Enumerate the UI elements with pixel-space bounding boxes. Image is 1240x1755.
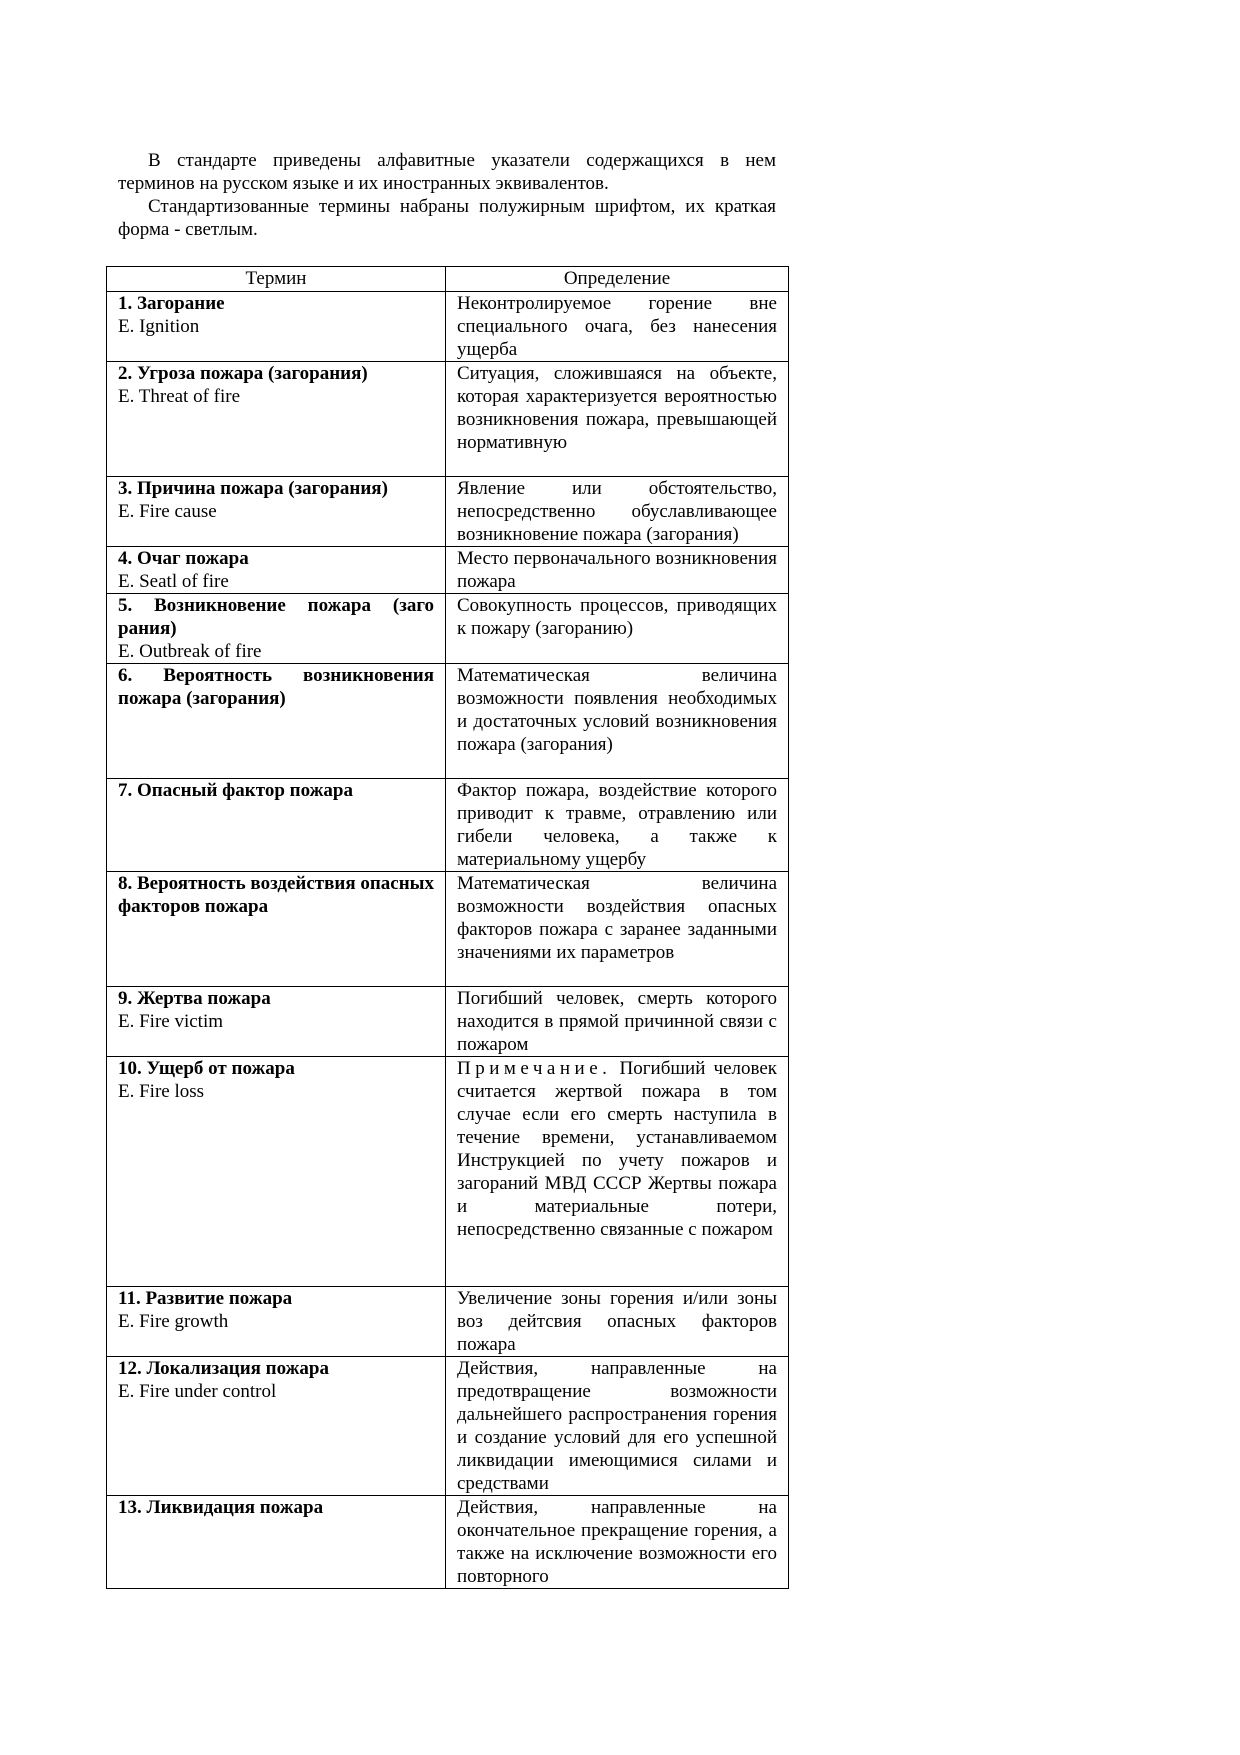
term-english: E. Ignition: [118, 316, 200, 337]
term-cell: [107, 664, 446, 779]
term-cell: [107, 477, 446, 547]
definition-cell: Совокупность процессов, приводящих к пожару (загоранию): [446, 594, 789, 664]
term-name: 6. Вероятность возникновения пожара (загорания): [118, 665, 434, 709]
term-cell: [107, 987, 446, 1057]
term-cell: [107, 779, 446, 872]
definition-cell: Ситуация, сложившаяся на объекте, которая характеризуется вероятностью возникновения пожара, превышающей нормативную: [446, 362, 789, 477]
table-row: [107, 594, 789, 664]
definition-cell: Место первоначального возникновения пожара: [446, 547, 789, 594]
table-header-row: [107, 267, 789, 292]
term-name: 3. Причина пожара (загорания): [118, 478, 388, 499]
table-row: [107, 1357, 789, 1496]
intro-paragraph-2: Стандартизованные термины набраны полужирным шрифтом, их краткая форма - светлым.: [118, 196, 776, 240]
table-row: [107, 362, 789, 477]
term-name: 1. Загорание: [118, 293, 225, 314]
definition-cell: Математическая величина возможности появления необходимых и достаточных условий возникновения пожара (загорания): [446, 664, 789, 779]
note-label: Примечание.: [457, 1058, 612, 1079]
term-english: E. Threat of fire: [118, 386, 241, 407]
term-name: 8. Вероятность воздействия опасных факторов пожара: [118, 873, 435, 917]
term-name: 5. Возникновение пожара (заго рания): [118, 595, 434, 639]
term-cell: [107, 1357, 446, 1496]
intro-text: [118, 149, 776, 241]
table-row: [107, 292, 789, 362]
term-english: E. Seatl of fire: [118, 571, 229, 592]
term-cell: [107, 362, 446, 477]
definition-cell: Математическая величина возможности воздействия опасных факторов пожара с заранее заданными значениями их параметров: [446, 872, 789, 987]
term-cell: [107, 594, 446, 664]
term-english: E. Fire loss: [118, 1081, 205, 1102]
table-row: [107, 477, 789, 547]
term-cell: [107, 292, 446, 362]
term-cell: [107, 1287, 446, 1357]
term-name: 12. Локализация пожара: [118, 1358, 329, 1379]
term-english: E. Fire under control: [118, 1381, 277, 1402]
definition-cell: Погибший человек, смерть которого находится в прямой причинной связи с пожаром: [446, 987, 789, 1057]
definition-cell: Действия, направленные на окончательное прекращение горения, а также на исключение возможности его повторного: [446, 1496, 789, 1589]
table-row: [107, 1287, 789, 1357]
table-row: [107, 987, 789, 1057]
term-cell: [107, 547, 446, 594]
term-name: 4. Очаг пожара: [118, 548, 249, 569]
table-row: [107, 547, 789, 594]
header-term: Термин: [107, 267, 446, 292]
header-definition: Определение: [446, 267, 789, 292]
table-row: [107, 1496, 789, 1589]
term-english: E. Fire cause: [118, 501, 217, 522]
term-name: 2. Угроза пожара (загорания): [118, 363, 368, 384]
table-row: [107, 1057, 789, 1287]
term-name: 7. Опасный фактор пожара: [118, 780, 353, 801]
term-english: E. Outbreak of fire: [118, 641, 262, 662]
intro-paragraph-1: В стандарте приведены алфавитные указатели содержащихся в нем терминов на русском языке и их иностранных эквивалентов.: [118, 150, 776, 194]
term-cell: [107, 1496, 446, 1589]
definition-cell: Явление или обстоятельство, непосредственно обуславливающее возникновение пожара (загорания): [446, 477, 789, 547]
term-cell: [107, 872, 446, 987]
term-name: 13. Ликвидация пожара: [118, 1497, 324, 1518]
term-cell: [107, 1057, 446, 1287]
definition-cell: Неконтролируемое горение вне специального очага, без нанесения ущерба: [446, 292, 789, 362]
table-row: [107, 664, 789, 779]
term-name: 9. Жертва пожара: [118, 988, 271, 1009]
table-row: [107, 779, 789, 872]
definition-cell: [446, 1057, 789, 1287]
table-row: [107, 872, 789, 987]
term-name: 11. Развитие пожара: [118, 1288, 293, 1309]
definition-cell: Увеличение зоны горения и/или зоны воз дейтсвия опасных факторов пожара: [446, 1287, 789, 1357]
term-english: E. Fire victim: [118, 1011, 224, 1032]
terms-table: [106, 266, 789, 1589]
term-english: E. Fire growth: [118, 1311, 229, 1332]
definition-cell: Действия, направленные на предотвращение возможности дальнейшего распространения горения и создание условий для его успешной ликвидации имеющимися силами и средствами: [446, 1357, 789, 1496]
term-name: 10. Ущерб от пожара: [118, 1058, 295, 1079]
definition-cell: Фактор пожара, воздействие которого приводит к травме, отравлению или гибели человека, а также к материальному ущербу: [446, 779, 789, 872]
note-text: Погибший человек считается жертвой пожара в том случае если его смерть наступила в течение времени, устанавливаемом Инструкцией по учету пожаров и загораний МВД СССР Жертвы пожара и материальные потери, непосредственно связанные с пожаром: [457, 1058, 778, 1240]
